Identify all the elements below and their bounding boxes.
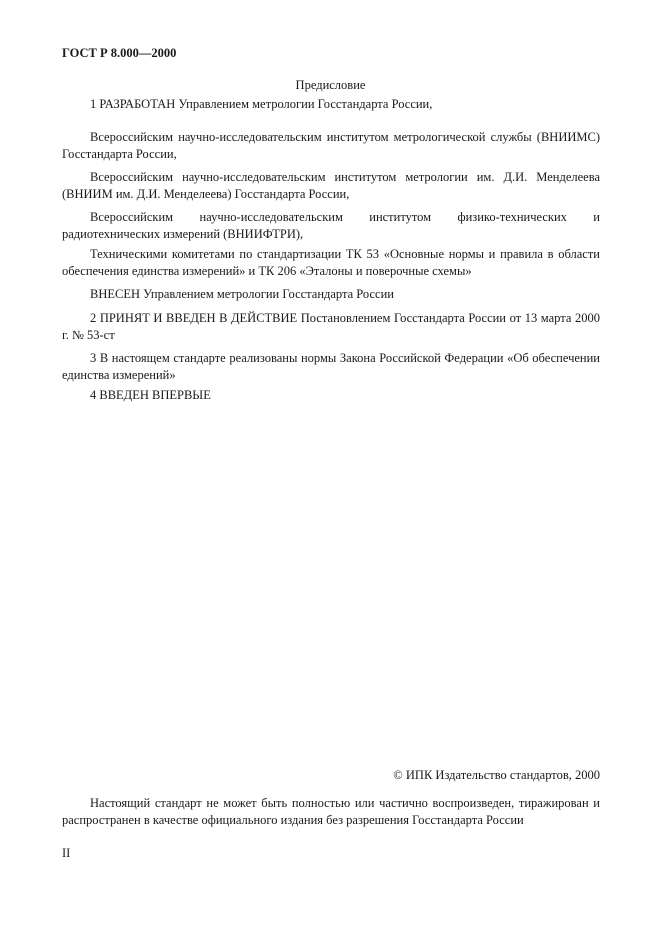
section-title: Предисловие bbox=[295, 78, 366, 92]
page-number: II bbox=[62, 846, 71, 860]
paragraph-technical-committees: Техническими комитетами по стандартизации ТК 53 «Основные нормы и правила в области обеспечения единства измерений» и ТК 206 «Эталоны и поверочные схемы» bbox=[62, 247, 600, 278]
copyright-line: © ИПК Издательство стандартов, 2000 bbox=[393, 768, 600, 782]
paragraph-introduced: ВНЕСЕН Управлением метрологии Госстандарта России bbox=[90, 287, 394, 301]
reproduction-notice: Настоящий стандарт не может быть полностью или частично воспроизведен, тиражирован и распространен в качестве официального издания без разрешения Госстандарта России bbox=[62, 796, 600, 827]
document-code-header: ГОСТ Р 8.000—2000 bbox=[62, 46, 177, 60]
paragraph-adopted: 2 ПРИНЯТ И ВВЕДЕН В ДЕЙСТВИЕ Постановлением Госстандарта России от 13 марта 2000 г. № 53-ст bbox=[62, 311, 600, 342]
paragraph-developed-by: 1 РАЗРАБОТАН Управлением метрологии Госстандарта России, bbox=[90, 97, 433, 111]
paragraph-vniiftri: Всероссийским научно-исследовательским институтом физико-технических и радиотехнических измерений (ВНИИФТРИ), bbox=[62, 210, 600, 241]
paragraph-vniim: Всероссийским научно-исследовательским институтом метрологии им. Д.И. Менделеева (ВНИИМ им. Д.И. Менделеева) Госстандарта России, bbox=[62, 170, 600, 201]
paragraph-vniims: Всероссийским научно-исследовательским институтом метрологической службы (ВНИИМС) Госстандарта России, bbox=[62, 130, 600, 161]
paragraph-first-introduced: 4 ВВЕДЕН ВПЕРВЫЕ bbox=[90, 388, 211, 402]
paragraph-law-norms: 3 В настоящем стандарте реализованы нормы Закона Российской Федерации «Об обеспечении единства измерений» bbox=[62, 351, 600, 382]
